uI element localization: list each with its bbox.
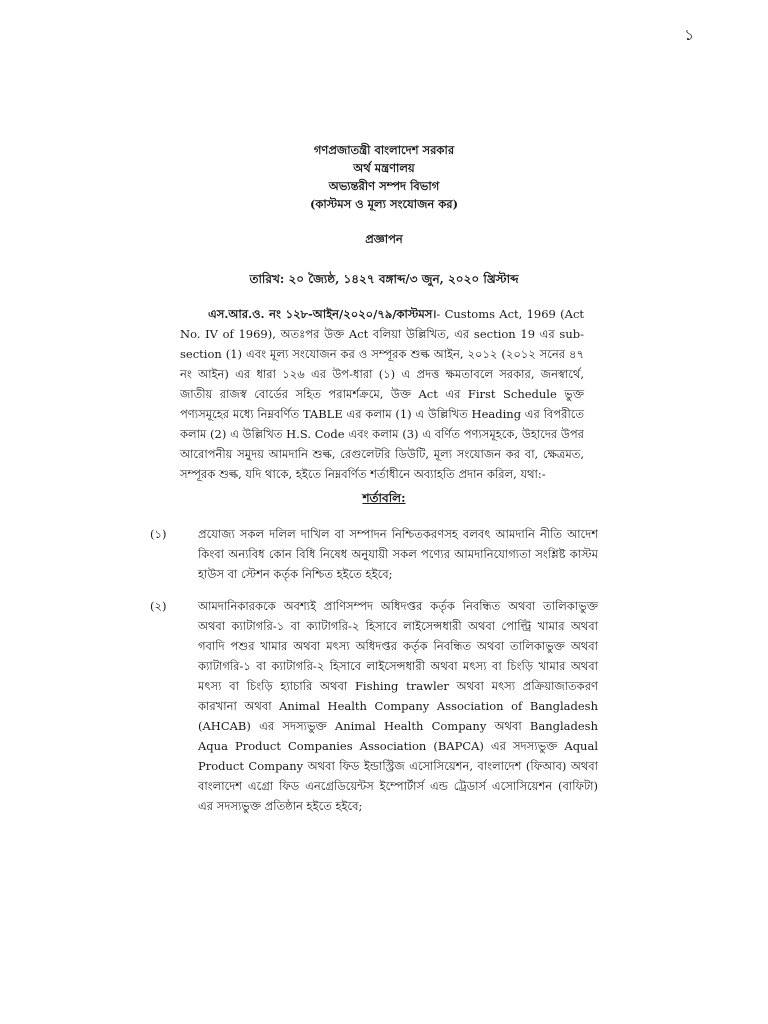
header-government-name: গণপ্রজাতন্ত্রী বাংলাদেশ সরকার — [313, 143, 455, 157]
header-wing: (কাস্টমস ও মূল্য সংযোজন কর) — [309, 197, 459, 211]
government-header — [0, 141, 768, 213]
condition-number: (২) — [150, 599, 167, 613]
notification-body — [180, 304, 584, 484]
conditions-heading: শর্তাবলি: — [362, 491, 406, 505]
sro-reference: এস.আর.ও. নং ১২৮-আইন/২০২০/৭৯/কাস্টমস। — [208, 307, 437, 321]
notification-date: তারিখ: ২০ জ্যৈষ্ঠ, ১৪২৭ বঙ্গাব্দ/৩ জুন, ২০২০ খ্রিস্টাব্দ — [249, 272, 519, 286]
condition-text: আমদানিকারককে অবশ্যই প্রাণিসম্পদ অধিদপ্তর কর্তৃক নিবন্ধিত অথবা তালিকাভুক্ত অথবা ক্যাটাগরি-১ বা ক্যাটাগরি-২ হিসাবে লাইসেন্সধারী অথবা পোল্ট্রি খামার অথবা গবাদি পশুর খামার অথবা মৎস্য অধিদপ্তর কর্তৃক নিবন্ধিত অথবা তালিকাভুক্ত অথবা ক্যাটাগরি-১ বা ক্যাটাগরি-২ হিসাবে লাইসেন্সধারী অথবা মৎস্য বা চিংড়ি খামার অথবা মৎস্য বা চিংড়ি হ্যাচারি অথবা Fishing trawler অথবা মৎস্য প্রক্রিয়াজাতকরণ কারখানা অথবা Animal Health Company Association of Bangladesh (AHCAB) এর সদস্যভুক্ত Animal Health Company অথবা Bangladesh Aqua Product Companies Association (BAPCA) এর সদস্যভুক্ত Aqual Product Company অথবা ফিড ইন্ডাস্ট্রিজ এসোসিয়েশন, বাংলাদেশ (ফিআব) অথবা বাংলাদেশ এগ্রো ফিড এনগ্রেডিয়েন্টস ইম্পোর্টার্স এন্ড ট্রেডার্স এসোসিয়েশন (বাফিটা) এর সদস্যভুক্ত প্রতিষ্ঠান হইতে হইবে; — [198, 599, 598, 813]
notification-title: প্রজ্ঞাপন — [365, 232, 403, 246]
condition-text: প্রযোজ্য সকল দলিল দাখিল বা সম্পাদন নিশ্চিতকরণসহ বলবৎ আমদানি নীতি আদেশ কিংবা অন্যবিধ কোন বিধি নিষেধ অনুযায়ী সকল পণ্যের আমদানিযোগ্যতা সংশ্লিষ্ট কাস্টম হাউস বা স্টেশন কর্তৃক নিশ্চিত হইতে হইবে; — [198, 527, 598, 581]
condition-item — [150, 524, 600, 584]
header-division: অভ্যন্তরীণ সম্পদ বিভাগ — [328, 179, 440, 193]
header-ministry: অর্থ মন্ত্রণালয় — [353, 161, 415, 175]
condition-number: (১) — [150, 527, 167, 541]
page-number: ১ — [684, 26, 694, 44]
condition-item — [150, 596, 600, 816]
body-text: - Customs Act, 1969 (Act No. IV of 1969), অতঃপর উক্ত Act বলিয়া উল্লিখিত, এর section 19 এর sub-section (1) এবং মূল্য সংযোজন কর ও সম্পূরক শুল্ক আইন, ২০১২ (২০১২ সনের ৪৭ নং আইন) এর ধারা ১২৬ এর উপ-ধারা (১) এ প্রদত্ত ক্ষমতাবলে সরকার, জনস্বার্থে, জাতীয় রাজস্ব বোর্ডের সহিত পরামর্শক্রমে, উক্ত Act এর First Schedule ভুক্ত পণ্যসমূহের মধ্যে নিম্নবর্ণিত TABLE এর কলাম (1) এ উল্লিখিত Heading এর বিপরীতে কলাম (2) এ উল্লিখিত H.S. Code এবং কলাম (3) এ বর্ণিত পণ্যসমূহকে, উহাদের উপর আরোপনীয় সমুদয় আমদানি শুল্ক, রেগুলেটরি ডিউটি, মূল্য সংযোজন কর বা, ক্ষেত্রমত, সম্পূরক শুল্ক, যদি থাকে, হইতে নিম্নবর্ণিত শর্তাধীনে অব্যাহতি প্রদান করিল, যথা:- — [180, 307, 584, 481]
